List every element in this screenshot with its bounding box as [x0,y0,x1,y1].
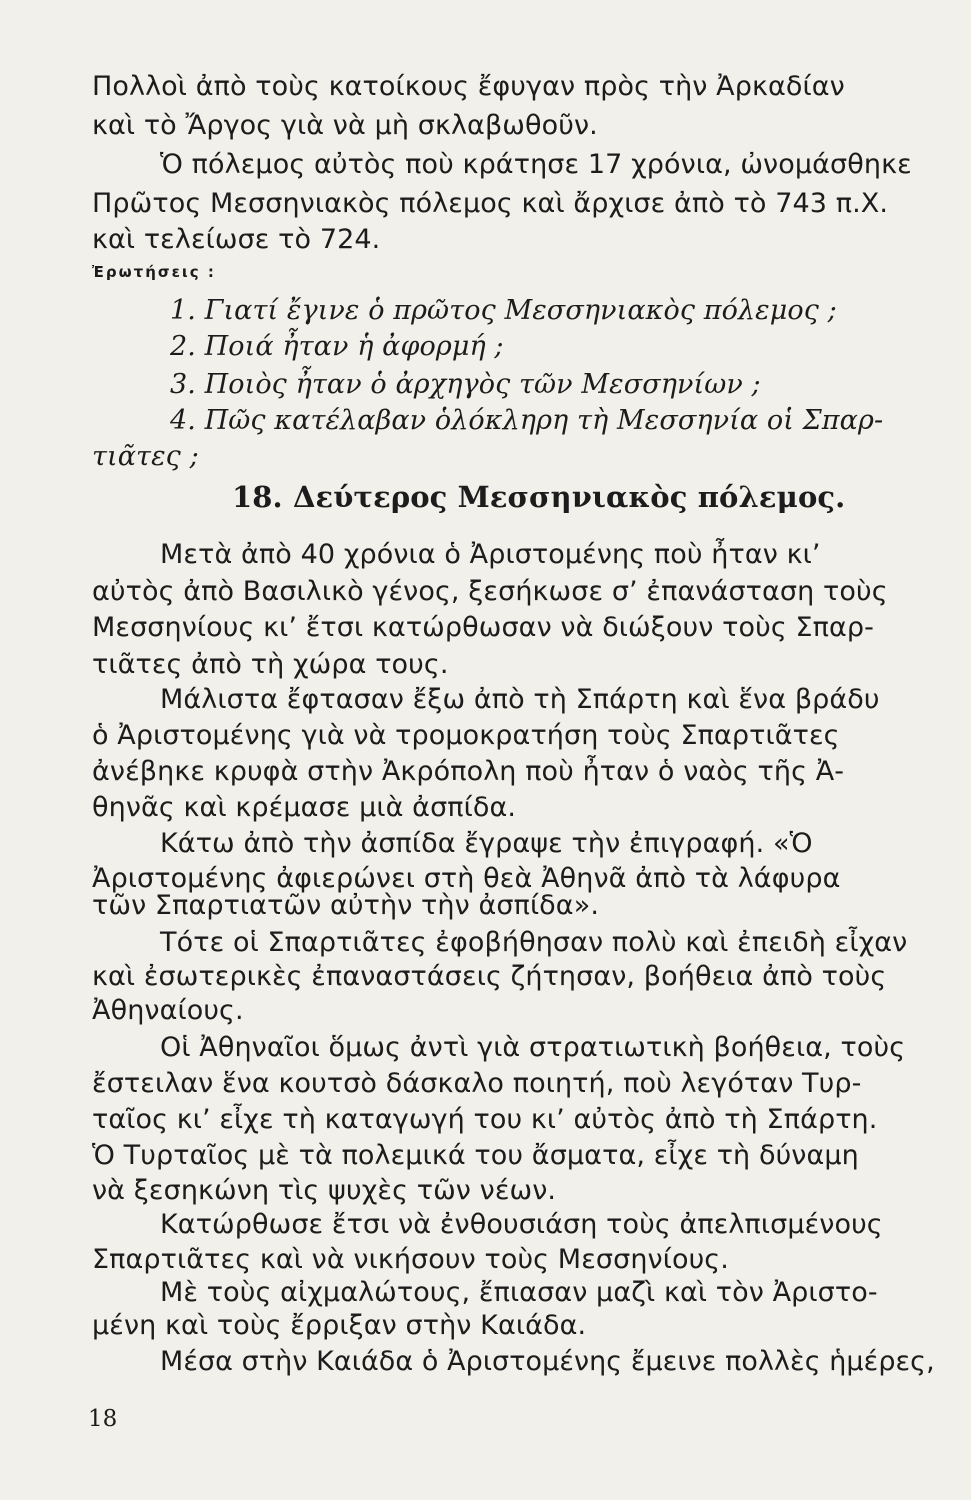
text-line: ταῖος κι’ εἶχε τὴ καταγωγή του κι’ αὐτὸς ἀπὸ τὴ Σπάρτη. [92,1104,878,1135]
section-title: 18. Δεύτερος Μεσσηνιακὸς πόλεμος. [232,480,846,514]
question-item: 4. Πῶς κατέλαβαν ὁλόκληρη τὴ Μεσσηνία οἱ Σπαρ- [170,405,884,436]
text-line: Πρῶτος Μεσσηνιακὸς πόλεμος καὶ ἄρχισε ἀπὸ τὸ 743 π.Χ. [92,188,889,219]
text-line: Τότε οἱ Σπαρτιᾶτες ἐφοβήθησαν πολὺ καὶ ἐπειδὴ εἶχαν [160,927,908,958]
text-line: Ἀριστομένης ἀφιερώνει στὴ θεὰ Ἀθηνᾶ ἀπὸ τὰ λάφυρα [92,863,841,894]
text-line: τιᾶτες ἀπὸ τὴ χώρα τους. [92,649,449,680]
question-item: 1. Γιατί ἔγινε ὁ πρῶτος Μεσσηνιακὸς πόλεμος ; [170,295,837,326]
text-line: Κάτω ἀπὸ τὴν ἀσπίδα ἔγραψε τὴν ἐπιγραφή. «Ὁ [160,828,813,859]
text-line: Κατώρθωσε ἔτσι νὰ ἐνθουσιάση τοὺς ἀπελπισμένους [160,1209,883,1240]
text-line: Ἀθηναίους. [92,995,244,1026]
text-line: Μεσσηνίους κι’ ἔτσι κατώρθωσαν νὰ διώξουν τοὺς Σπαρ- [92,612,874,643]
text-line: καὶ τὸ Ἄργος γιὰ νὰ μὴ σκλαβωθοῦν. [92,110,598,141]
text-line: θηνᾶς καὶ κρέμασε μιὰ ἀσπίδα. [92,792,517,823]
text-line: Ὁ Τυρταῖος μὲ τὰ πολεμικά του ἄσματα, εἶχε τὴ δύναμη [92,1140,859,1171]
text-line: ὁ Ἀριστομένης γιὰ νὰ τρομοκρατήση τοὺς Σπαρτιᾶτες [92,720,840,751]
page-number: 18 [88,1406,118,1432]
text-line: νὰ ξεσηκώνη τὶς ψυχὲς τῶν νέων. [92,1175,557,1206]
text-line: Σπαρτιᾶτες καὶ νὰ νικήσουν τοὺς Μεσσηνίους. [92,1244,729,1275]
text-line: Ὁ πόλεμος αὐτὸς ποὺ κράτησε 17 χρόνια, ὠνομάσθηκε [160,149,912,180]
text-line: ἀνέβηκε κρυφὰ στὴν Ἀκρόπολη ποὺ ἦταν ὁ ναὸς τῆς Ἀ- [92,756,845,787]
text-line: Οἱ Ἀθηναῖοι ὅμως ἀντὶ γιὰ στρατιωτικὴ βοήθεια, τοὺς [160,1032,906,1063]
text-line: Μὲ τοὺς αἰχμαλώτους, ἔπιασαν μαζὶ καὶ τὸν Ἀριστο- [160,1277,878,1308]
text-line: Μετὰ ἀπὸ 40 χρόνια ὁ Ἀριστομένης ποὺ ἦταν κι’ [160,539,821,570]
text-line: Πολλοὶ ἀπὸ τοὺς κατοίκους ἔφυγαν πρὸς τὴν Ἀρκαδίαν [92,71,845,102]
question-item: 3. Ποιὸς ἦταν ὁ ἀρχηγὸς τῶν Μεσσηνίων ; [170,369,761,400]
text-line: μένη καὶ τοὺς ἔρριξαν στὴν Καιάδα. [92,1310,587,1341]
text-line: καὶ ἐσωτερικὲς ἐπαναστάσεις ζήτησαν, βοήθεια ἀπὸ τοὺς [92,961,887,992]
questions-heading: Ἐρωτήσεις : [92,263,216,281]
question-item: τιᾶτες ; [92,441,199,472]
text-line: καὶ τελείωσε τὸ 724. [92,224,381,255]
text-line: αὐτὸς ἀπὸ Βασιλικὸ γένος, ξεσήκωσε σ’ ἐπανάσταση τοὺς [92,576,888,607]
text-line: Μάλιστα ἔφτασαν ἔξω ἀπὸ τὴ Σπάρτη καὶ ἕνα βράδυ [160,684,880,715]
question-item: 2. Ποιά ἦταν ἡ ἀφορμή ; [170,331,504,362]
text-line: Μέσα στὴν Καιάδα ὁ Ἀριστομένης ἔμεινε πολλὲς ἡμέρες, [160,1346,935,1377]
text-line: ἔστειλαν ἕνα κουτσὸ δάσκαλο ποιητή, ποὺ λεγόταν Τυρ- [92,1068,862,1099]
text-line: τῶν Σπαρτιατῶν αὐτὴν τὴν ἀσπίδα». [92,890,600,921]
